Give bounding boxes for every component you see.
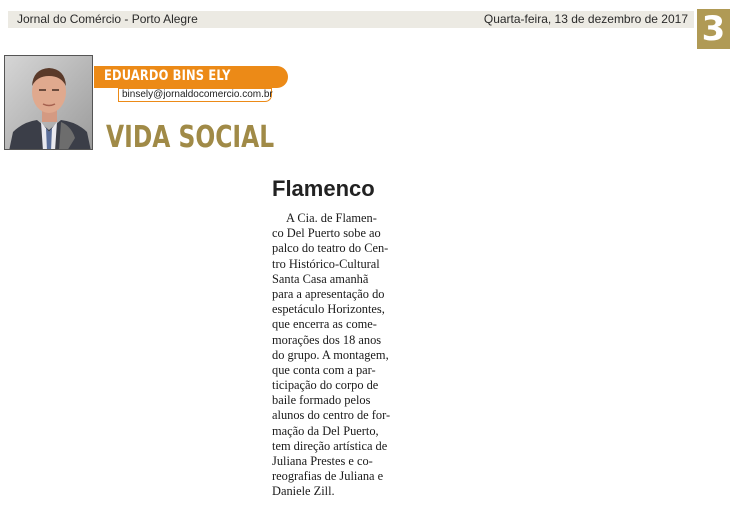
article-line: morações dos 18 anos [272, 332, 382, 347]
article-line: que encerra as come- [272, 317, 377, 332]
author-portrait-image [5, 56, 93, 150]
page-number: 3 [697, 9, 730, 49]
article-line: que conta com a par- [272, 362, 376, 377]
article-line: tro Histórico-Cultural [272, 256, 380, 271]
article-line: Daniele Zill. [272, 484, 335, 499]
article-line: co Del Puerto sobe ao [272, 226, 381, 241]
article-line: palco do teatro do Cen- [272, 241, 389, 256]
header-bar [8, 11, 694, 28]
article-line: Santa Casa amanhã [272, 271, 369, 286]
article-line: A Cia. de Flamen- [286, 211, 377, 225]
author-name: EDUARDO BINS ELY [104, 68, 231, 84]
author-email: binsely@jornaldocomercio.com.br [122, 89, 273, 100]
publication-name: Jornal do Comércio - Porto Alegre [17, 12, 198, 26]
article-line: espetáculo Horizontes, [272, 302, 385, 317]
article-line: mação da Del Puerto, [272, 423, 379, 438]
column-title: VIDA SOCIAL [106, 120, 275, 155]
article-body [272, 211, 432, 500]
article-headline: Flamenco [272, 176, 375, 201]
article-line: Juliana Prestes e co- [272, 454, 373, 468]
article-line: reografias de Juliana e [272, 469, 384, 484]
article-line: ticipação do corpo de [272, 378, 379, 393]
article-line: alunos do centro de for- [272, 408, 391, 423]
publication-date: Quarta-feira, 13 de dezembro de 2017 [483, 12, 688, 26]
article-line: tem direção artística de [272, 438, 388, 453]
article-line: baile formado pelos [272, 393, 371, 408]
article-line: do grupo. A montagem, [272, 347, 389, 362]
author-photo [4, 55, 93, 150]
article-line: para a apresentação do [272, 286, 385, 301]
